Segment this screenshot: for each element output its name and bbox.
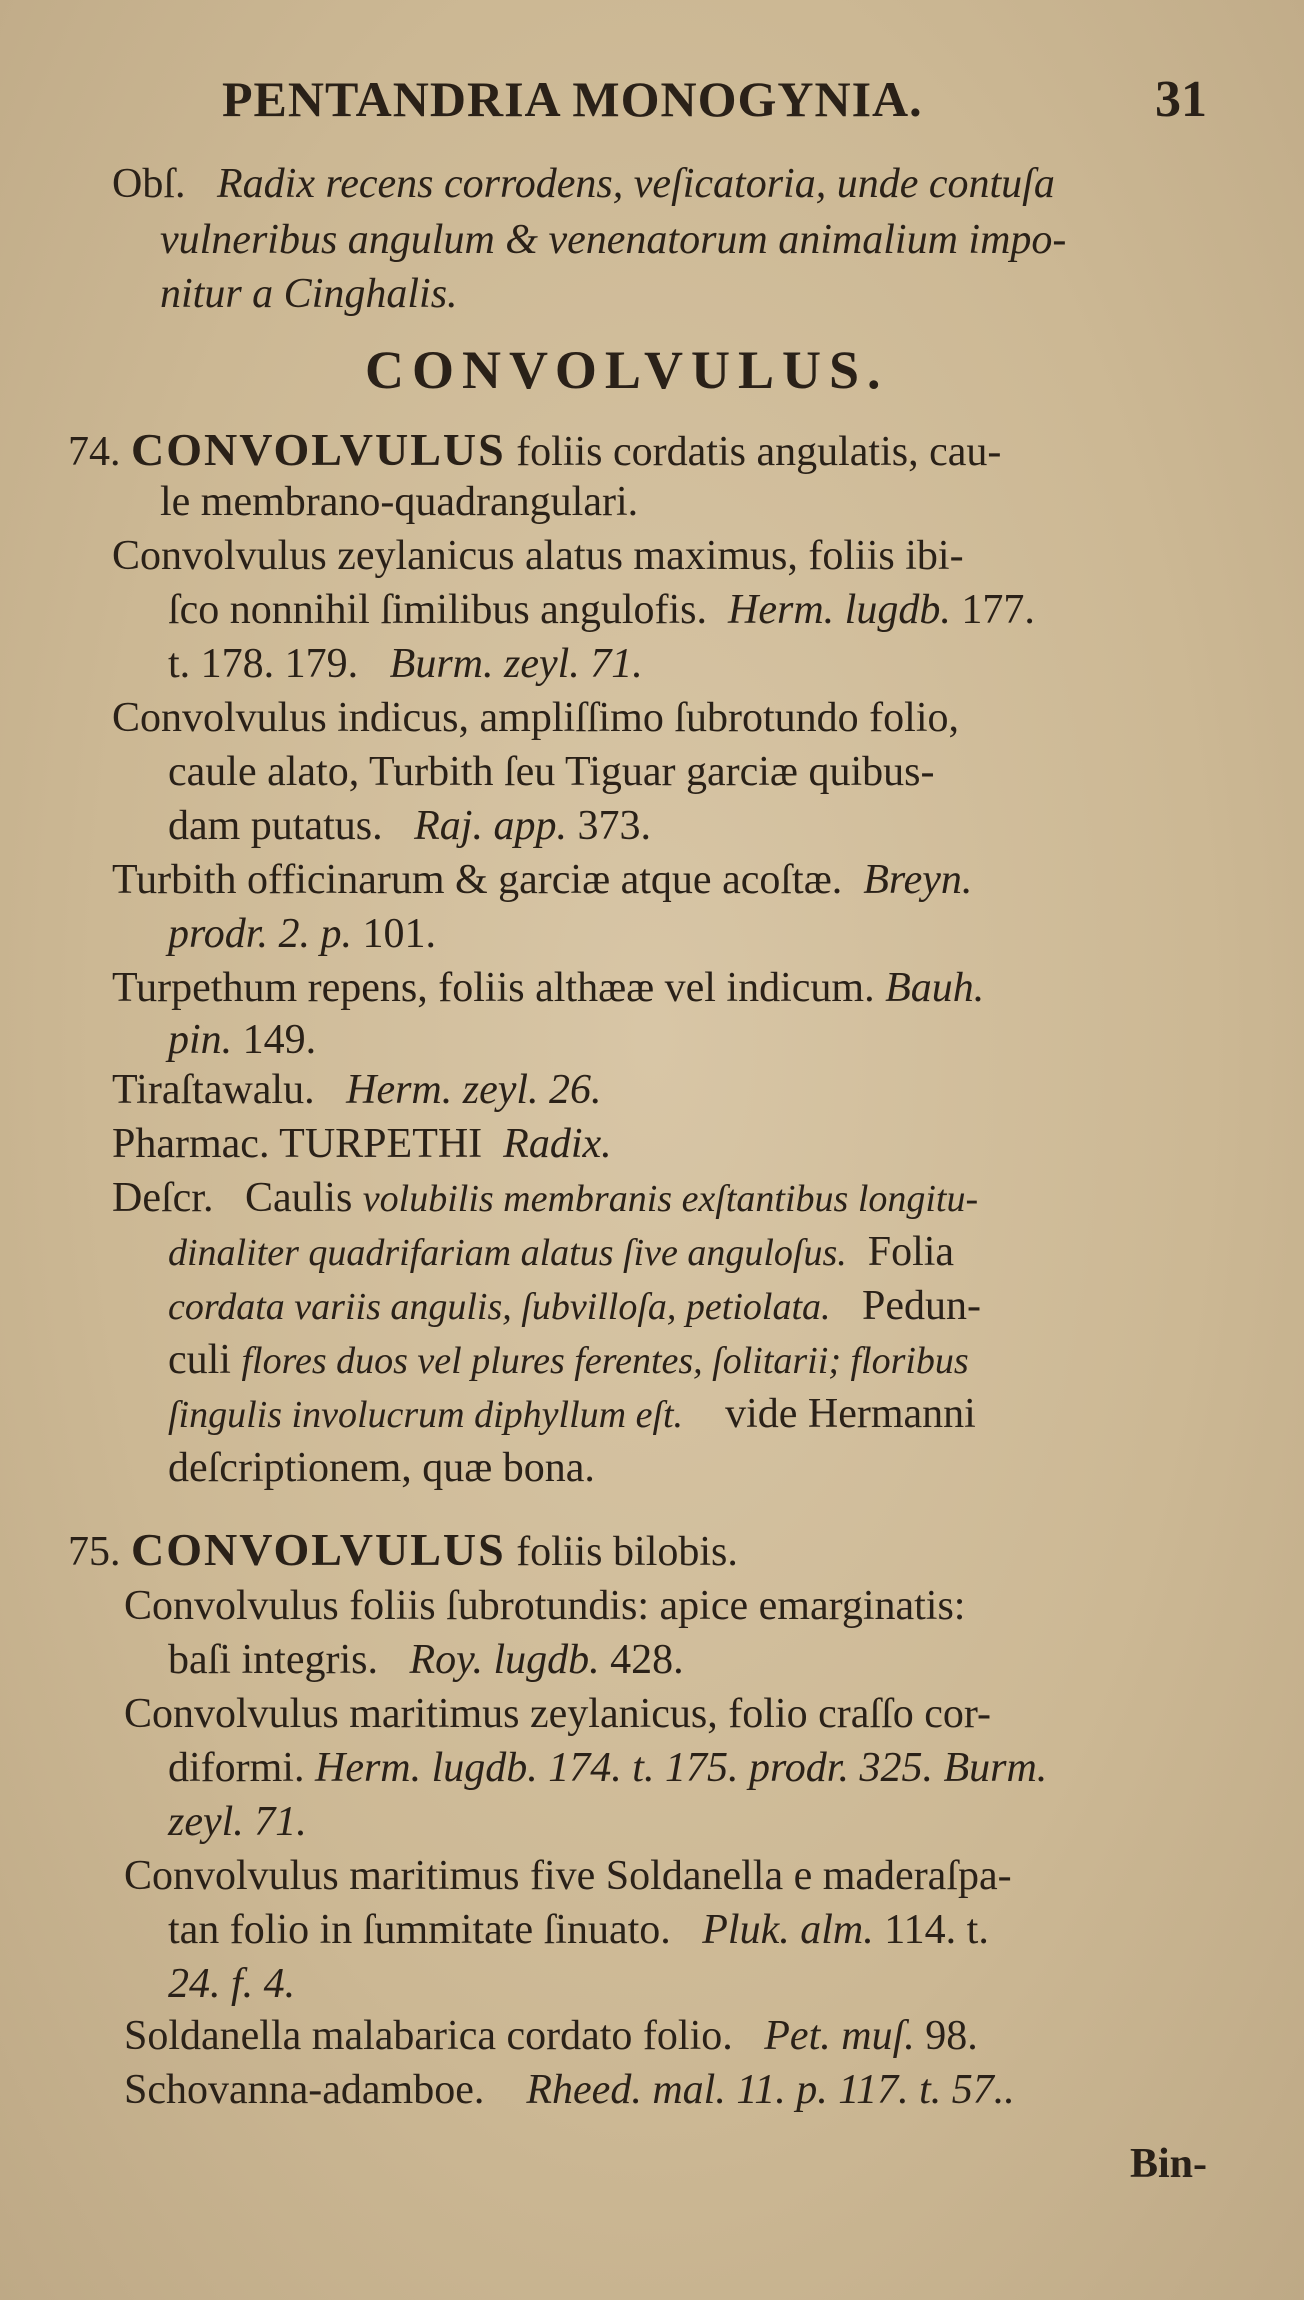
synonym-line: pin. 149. <box>168 1017 317 1063</box>
entry-number: 74. <box>68 429 121 475</box>
genus-name: CONVOLVULUS <box>131 1524 506 1575</box>
synonym-line: Schovanna-adamboe. Rheed. mal. 11. p. 117. t. 57.. <box>124 2067 1015 2113</box>
obs-line-1: Obſ. Radix recens corrodens, veſicatoria, unde contuſa <box>112 161 1055 207</box>
description-line: dinaliter quadrifariam alatus ſive anguloſus. Folia <box>168 1229 955 1275</box>
synonym-line: prodr. 2. p. 101. <box>168 911 436 957</box>
entry-75-heading: 75. CONVOLVULUS foliis bilobis. <box>68 1524 738 1575</box>
running-title: PENTANDRIA MONOGYNIA. <box>222 71 923 127</box>
description-line: culi flores duos vel plures ferentes, ſolitarii; floribus <box>168 1337 969 1383</box>
obs-line-2: vulneribus angulum & venenatorum animalium impo- <box>160 217 1067 263</box>
synonym-line: tan folio in ſummitate ſinuato. Pluk. alm. 114. t. <box>168 1907 989 1953</box>
description-line: ſingulis involucrum diphyllum eſt. vide Hermanni <box>168 1391 976 1437</box>
synonym-line: Soldanella malabarica cordato folio. Pet. muſ. 98. <box>124 2013 978 2059</box>
genus-name: CONVOLVULUS <box>131 424 506 475</box>
section-title: CONVOLVULUS. <box>365 340 889 400</box>
description-line: cordata variis angulis, ſubvilloſa, petiolata. Pedun- <box>168 1283 982 1329</box>
synonym-line: diformi. Herm. lugdb. 174. t. 175. prodr. 325. Burm. <box>168 1745 1048 1791</box>
synonym-line: 24. f. 4. <box>168 1961 296 2007</box>
entry-74-desc: le membrano-quadrangulari. <box>160 479 639 525</box>
obs-label: Obſ. <box>112 161 186 207</box>
synonym-line: baſi integris. Roy. lugdb. 428. <box>168 1637 684 1683</box>
synonym-line: Convolvulus indicus, ampliſſimo ſubrotundo folio, <box>112 695 959 741</box>
synonym-line: Convolvulus foliis ſubrotundis: apice emarginatis: <box>124 1583 966 1629</box>
catchword: Bin- <box>1130 2141 1208 2187</box>
synonym-line: Convolvulus maritimus zeylanicus, folio craſſo cor- <box>124 1691 991 1737</box>
synonym-line: zeyl. 71. <box>168 1799 307 1845</box>
page-number: 31 <box>1155 71 1207 128</box>
synonym-line: Turpethum repens, foliis althææ vel indicum. Bauh. <box>112 965 985 1011</box>
description-line: deſcriptionem, quæ bona. <box>168 1445 595 1491</box>
entry-74-heading: 74. CONVOLVULUS foliis cordatis angulatis, cau- <box>68 424 1002 475</box>
synonym-line: Turbith officinarum & garciæ atque acoſtæ. Breyn. <box>112 857 973 903</box>
synonym-line: dam putatus. Raj. app. 373. <box>168 803 651 849</box>
synonym-line: Tiraſtawalu. Herm. zeyl. 26. <box>112 1067 602 1113</box>
synonym-line: caule alato, Turbith ſeu Tiguar garciæ quibus- <box>168 749 935 795</box>
description-line: Deſcr. Caulis volubilis membranis exſtantibus longitu- <box>112 1175 979 1221</box>
synonym-line: Convolvulus maritimus five Soldanella e maderaſpa- <box>124 1853 1012 1899</box>
page-header <box>0 70 1304 130</box>
synonym-line: ſco nonnihil ſimilibus angulofis. Herm. lugdb. 177. <box>168 587 1035 633</box>
synonym-line: Convolvulus zeylanicus alatus maximus, foliis ibi- <box>112 533 964 579</box>
synonym-line: t. 178. 179. Burm. zeyl. 71. <box>168 641 643 687</box>
pharmacopoeia-line: Pharmac. TURPETHI Radix. <box>112 1121 612 1167</box>
entry-number: 75. <box>68 1529 121 1575</box>
obs-line-3: nitur a Cinghalis. <box>160 271 458 317</box>
